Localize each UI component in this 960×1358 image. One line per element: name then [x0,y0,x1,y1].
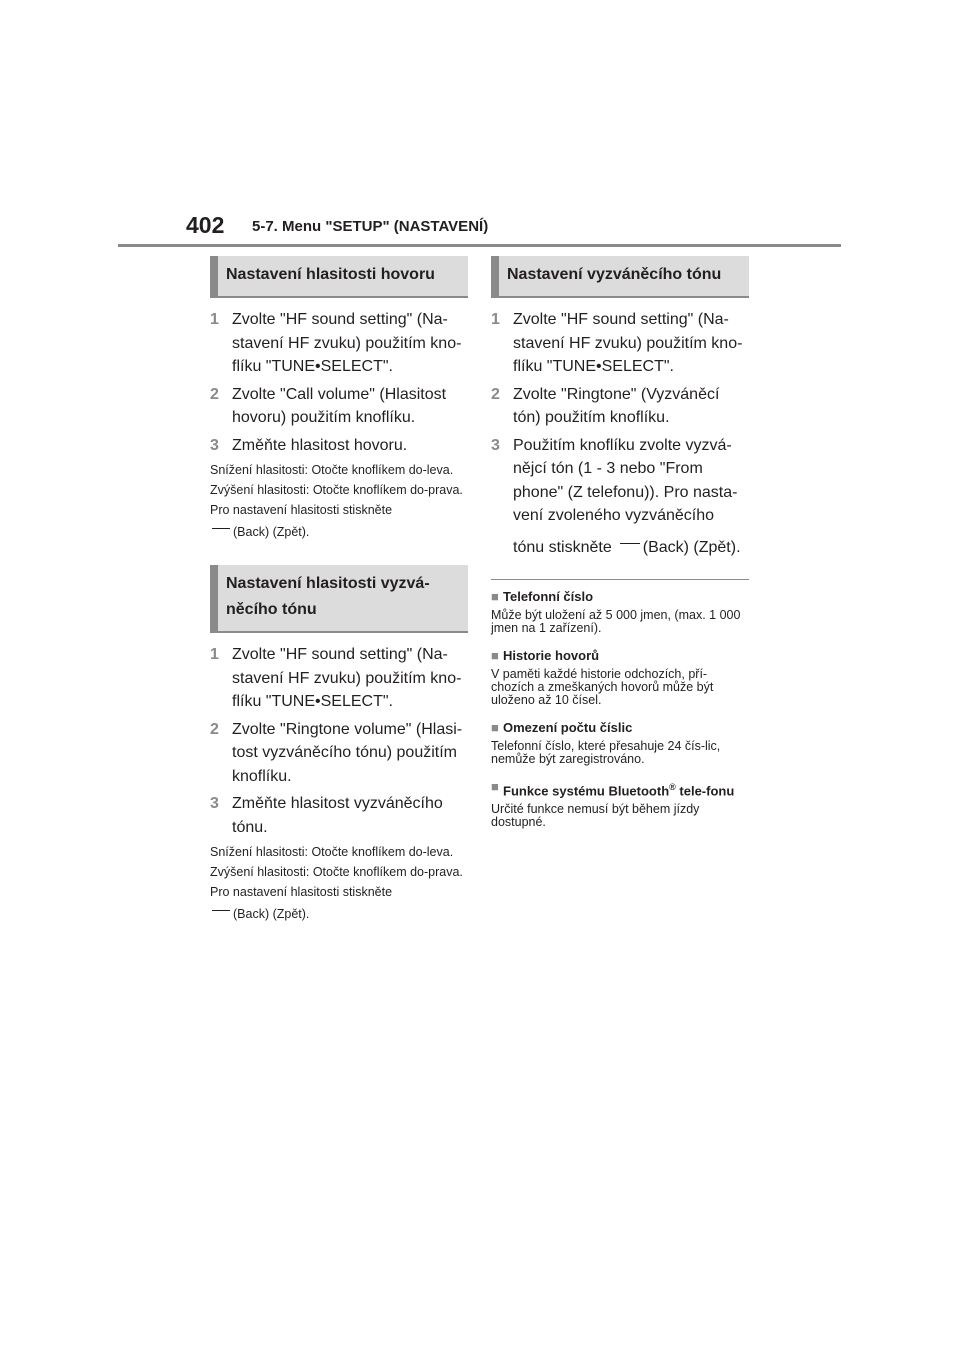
step [491,383,749,430]
section-title-ringtone-volume: Nastavení hlasitosti vyzvá-něcího tónu [210,565,468,633]
step-number: 1 [491,311,500,328]
step-text: Zvolte "HF sound setting" (Na-stavení HF zvuku) použitím kno-flíku "TUNE•SELECT". [513,311,743,375]
step-text: Zvolte "HF sound setting" (Na-stavení HF zvuku) použitím kno-flíku "TUNE•SELECT". [232,646,462,710]
info-body: V paměti každé historie odchozích, pří-chozích a zmeškaných hovorů může být uloženo až 10 čísel. [491,667,714,707]
back-text: (Back) (Zpět). [642,538,741,556]
ringtone-volume-steps [210,643,468,839]
note: Snížení hlasitosti: Otočte knoflíkem do-leva. [210,463,454,477]
left-column [210,256,468,921]
step-number: 1 [210,646,219,663]
square-bullet-icon: ■ [491,648,499,663]
note: Zvýšení hlasitosti: Otočte knoflíkem do-prava. [210,865,463,879]
header-rule [118,244,841,247]
right-column [491,256,749,829]
back-text: (Back) (Zpět). [233,907,310,921]
step-number: 2 [491,385,500,403]
info-title [491,780,749,798]
step-text [513,434,749,560]
step-number: 1 [210,311,219,328]
step-text: Zvolte "Ringtone" (Vyzváněcí tón) použitím knoflíku. [513,385,720,426]
step [210,383,468,430]
info-title-pre: Funkce systému Bluetooth [503,783,670,799]
step-text: Zvolte "Ringtone volume" (Hlasi-tost vyzváněcího tónu) použitím knoflíku. [232,720,463,785]
square-bullet-icon: ■ [491,589,499,604]
registered-mark: ® [669,782,676,792]
step [491,434,749,560]
page-number: 402 [186,212,225,238]
info-title-text: Telefonní číslo [503,589,594,604]
step-number: 3 [210,795,219,812]
back-instruction [210,907,468,921]
step-text-main: Použitím knoflíku zvolte vyzvá-nějcí tón (1 - 3 nebo "From phone" (Z telefonu)). Pro nasta-vení zvoleného vyzváněcího [513,436,738,524]
back-button-icon [212,910,230,915]
back-button-icon [212,528,230,533]
step-text: Změňte hlasitost vyzváněcího tónu. [232,795,443,836]
step-text: Zvolte "HF sound setting" (Na-stavení HF zvuku) použitím kno-flíku "TUNE•SELECT". [232,311,462,375]
info-title-text: Historie hovorů [503,648,600,663]
step-text-tail: tónu stiskněte [513,538,612,556]
step-number: 3 [491,436,500,454]
step [210,308,468,379]
info-body: Určité funkce nemusí být během jízdy dostupné. [491,802,700,830]
step [210,718,468,789]
step [210,643,468,714]
back-instruction [210,525,468,539]
ringtone-steps [491,308,749,559]
info-title-text: Omezení počtu číslic [503,720,633,735]
chapter-title: 5-7. Menu "SETUP" (NASTAVENÍ) [252,218,489,235]
square-bullet-icon: ■ [491,779,499,794]
info-body: Může být uložení až 5 000 jmen, (max. 1 000 jmen na 1 zařízení). [491,608,741,635]
step-text: Změňte hlasitost hovoru. [232,436,408,454]
step-number: 2 [210,385,219,403]
step-number: 2 [210,720,219,738]
square-bullet-icon: ■ [491,720,499,735]
info-title-text [503,780,734,798]
note: Pro nastavení hlasitosti stiskněte [210,885,393,899]
info-title-post: tele-fonu [675,783,735,799]
step [210,792,468,839]
note: Zvýšení hlasitosti: Otočte knoflíkem do-prava. [210,483,463,497]
note: Pro nastavení hlasitosti stiskněte [210,503,393,517]
info-title [491,649,749,663]
info-body: Telefonní číslo, které přesahuje 24 čís-lic, nemůže být zaregistrováno. [491,739,721,766]
step-back-line [513,536,749,560]
section-title-ringtone: Nastavení vyzváněcího tónu [491,256,749,298]
step-text: Zvolte "Call volume" (Hlasitost hovoru) použitím knoflíku. [232,385,447,426]
call-volume-steps [210,308,468,457]
section-title-call-volume: Nastavení hlasitosti hovoru [210,256,468,298]
step [491,308,749,379]
back-button-icon [620,543,640,548]
info-title [491,590,749,604]
info-title [491,721,749,735]
note: Snížení hlasitosti: Otočte knoflíkem do-leva. [210,845,454,859]
section-divider [491,579,749,580]
step-number: 3 [210,436,219,454]
back-text: (Back) (Zpět). [233,525,310,539]
step [210,434,468,458]
